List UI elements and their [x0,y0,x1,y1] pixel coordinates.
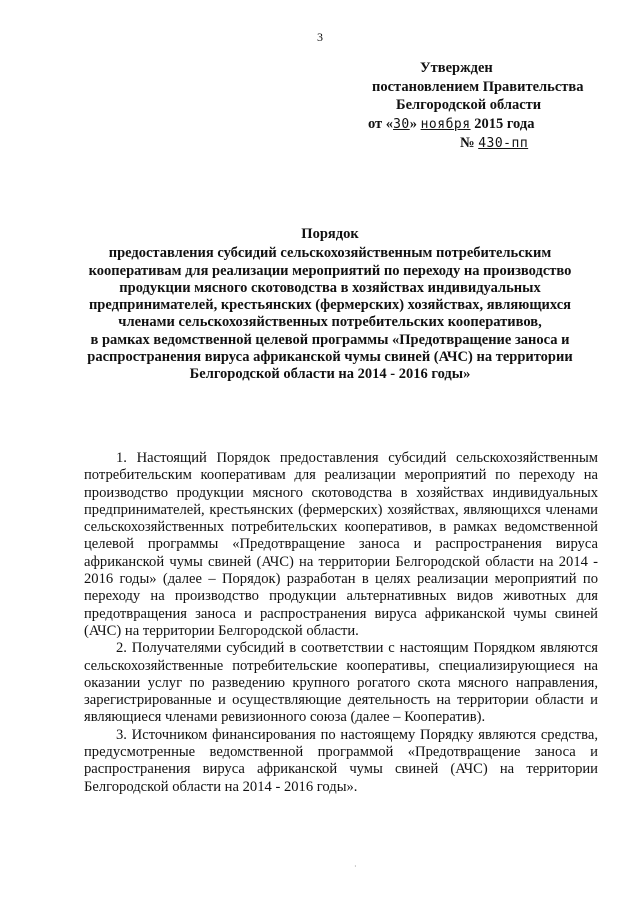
title-line: Белгородской области на 2014 - 2016 годы» [189,366,471,383]
title-line: продукции мясного скотоводства в хозяйствах индивидуальных [119,279,541,296]
title-line: членами сельскохозяйственных потребительских кооперативов, [118,314,542,331]
approval-number-label: № [460,135,475,151]
document-body [84,450,598,796]
approval-block [368,59,608,154]
approval-date-line [368,115,608,135]
title-line: в рамках ведомственной целевой программы «Предотвращение заноса и [90,331,570,348]
approval-date-mid: » [409,115,417,132]
title-line: распространения вируса африканской чумы свиней (АЧС) на территории [87,349,573,366]
footer-dot: · [354,862,357,871]
document-title [60,226,600,384]
approval-date-day: 30 [393,116,410,132]
approval-number-value: 430-пп [478,136,529,151]
approval-line-region: Белгородской области [396,97,542,113]
approval-line-approved: Утвержден [420,60,493,76]
paragraph-2: 2. Получателями субсидий в соответствии с настоящим Порядком являются сельскохозяйственные потребительские кооперативы, специализирующиеся на оказании услуг по разведению крупного рогатого скота мясного направления, зарегистрированные и осуществляющие деятельность на территории области и являющиеся членами ревизионного союза (далее – Кооператив). [84,640,598,726]
title-line: предоставления субсидий сельскохозяйственным потребительским [108,245,552,262]
title-line: кооперативам для реализации мероприятий по переходу на производство [88,262,572,279]
paragraph-3: 3. Источником финансирования по настоящему Порядку являются средства, предусмотренные ведомственной программой «Предотвращение заноса и распространения вируса африканской чумы свиней (АЧС) на территории Белгородской области на 2014 - 2016 годы». [84,726,598,795]
title-main: Порядок [301,226,359,242]
approval-date-year: 2015 года [474,115,535,132]
approval-date-prefix: от « [368,115,394,132]
approval-number-line [368,134,608,154]
paragraph-1: 1. Настоящий Порядок предоставления субсидий сельскохозяйственным потребительским кооперативам для реализации мероприятий по переходу на производство продукции мясного скотоводства в хозяйствах индивидуальных предпринимателей, крестьянских (фермерских) хозяйствах, являющихся членами сельскохозяйственных потребительских кооперативов, в рамках ведомственной целевой программы «Предотвращение заноса и распространения вируса африканской чумы свиней (АЧС) на территории Белгородской области на 2014 - 2016 годы» (далее – Порядок) разработан в целях реализации мероприятий по переходу на производство продукции альтернативных видов животных для предотвращения заноса и распространения вируса африканской чумы свиней (АЧС) на территории Белгородской области. [84,450,598,639]
page-number: 3 [317,30,323,44]
approval-line-resolution: постановлением Правительства [372,78,584,95]
title-line: предпринимателей, крестьянских (фермерских) хозяйствах, являющихся [88,297,572,314]
approval-date-month: ноября [420,116,471,132]
